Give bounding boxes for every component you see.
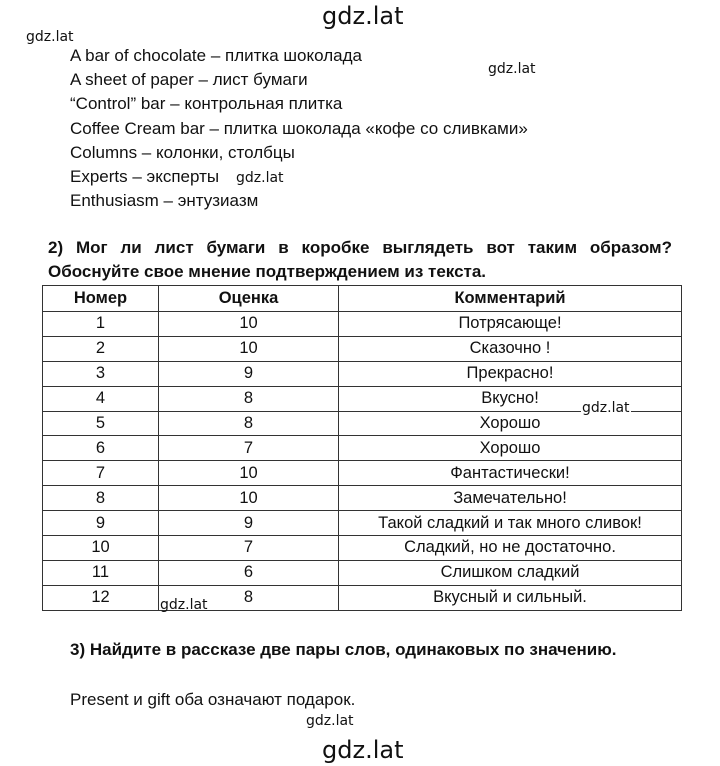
cell-number: 4 — [43, 386, 159, 411]
cell-score: 9 — [159, 511, 339, 536]
watermark-underline-right — [633, 411, 679, 412]
cell-number: 3 — [43, 361, 159, 386]
cell-number: 5 — [43, 411, 159, 436]
cell-score: 10 — [159, 486, 339, 511]
watermark-bottom-small: gdz.lat — [306, 713, 354, 729]
cell-score: 7 — [159, 436, 339, 461]
vocab-item: Columns – колонки, столбцы — [70, 142, 295, 162]
cell-number: 2 — [43, 336, 159, 361]
cell-number: 7 — [43, 461, 159, 486]
table-header-row — [43, 286, 682, 312]
watermark-top-left: gdz.lat — [26, 29, 74, 45]
table-row — [43, 585, 682, 610]
cell-comment: Фантастически! — [339, 461, 682, 486]
cell-score: 8 — [159, 411, 339, 436]
table-row — [43, 436, 682, 461]
table-row — [43, 536, 682, 561]
cell-score: 8 — [159, 585, 339, 610]
vocab-item: Coffee Cream bar – плитка шоколада «кофе со сливками» — [70, 118, 528, 138]
cell-comment: Вкусный и сильный. — [339, 585, 682, 610]
watermark-underline-left — [556, 411, 578, 412]
header-comment: Комментарий — [339, 286, 682, 312]
cell-score: 7 — [159, 536, 339, 561]
table-row — [43, 560, 682, 585]
vocab-item: A bar of chocolate – плитка шоколада — [70, 46, 362, 65]
question-2: 2) Мог ли лист бумаги в коробке выглядеть вот таким образом? Обоснуйте свое мнение подтверждением из текста. — [48, 238, 672, 281]
cell-number: 10 — [43, 536, 159, 561]
table-row — [43, 336, 682, 361]
table-row — [43, 361, 682, 386]
watermark-top-right: gdz.lat — [488, 61, 536, 77]
cell-comment: Сказочно ! — [339, 336, 682, 361]
header-score: Оценка — [159, 286, 339, 312]
vocabulary-list — [70, 44, 528, 213]
watermark-table-bottom: gdz.lat — [160, 597, 208, 613]
vocab-item: Enthusiasm – энтузиазм — [70, 191, 259, 211]
cell-comment: Потрясающе! — [339, 312, 682, 337]
cell-score: 8 — [159, 386, 339, 411]
table-row — [43, 486, 682, 511]
cell-number: 12 — [43, 585, 159, 610]
cell-comment: Хорошо — [339, 436, 682, 461]
cell-score: 9 — [159, 361, 339, 386]
table-row — [43, 461, 682, 486]
cell-score: 10 — [159, 312, 339, 337]
cell-comment: Такой сладкий и так много сливок! — [339, 511, 682, 536]
cell-number: 6 — [43, 436, 159, 461]
vocab-item: Experts – эксперты — [70, 167, 220, 187]
cell-comment: Хорошо — [339, 411, 682, 436]
watermark-top-center: gdz.lat — [322, 2, 404, 30]
cell-number: 8 — [43, 486, 159, 511]
table-row — [43, 312, 682, 337]
ratings-table — [42, 285, 682, 611]
cell-score: 10 — [159, 461, 339, 486]
watermark-mid-vocab: gdz.lat — [236, 170, 284, 186]
cell-score: 6 — [159, 560, 339, 585]
cell-number: 1 — [43, 312, 159, 337]
cell-number: 9 — [43, 511, 159, 536]
cell-comment: Слишком сладкий — [339, 560, 682, 585]
watermark-bottom-center: gdz.lat — [322, 736, 404, 764]
header-number: Номер — [43, 286, 159, 312]
question-3: 3) Найдите в рассказе две пары слов, одинаковых по значению. — [70, 640, 617, 659]
table-row — [43, 511, 682, 536]
vocab-item: “Control” bar – контрольная плитка — [70, 94, 343, 114]
cell-score: 10 — [159, 336, 339, 361]
cell-number: 11 — [43, 560, 159, 585]
cell-comment: Замечательно! — [339, 486, 682, 511]
vocab-item: A sheet of paper – лист бумаги — [70, 70, 308, 90]
cell-comment: Прекрасно! — [339, 361, 682, 386]
answer-3: Present и gift оба означают подарок. — [70, 690, 356, 709]
cell-comment: Вкусно! — [339, 386, 682, 411]
cell-comment: Сладкий, но не достаточно. — [339, 536, 682, 561]
watermark-table-right: gdz.lat — [582, 400, 630, 416]
